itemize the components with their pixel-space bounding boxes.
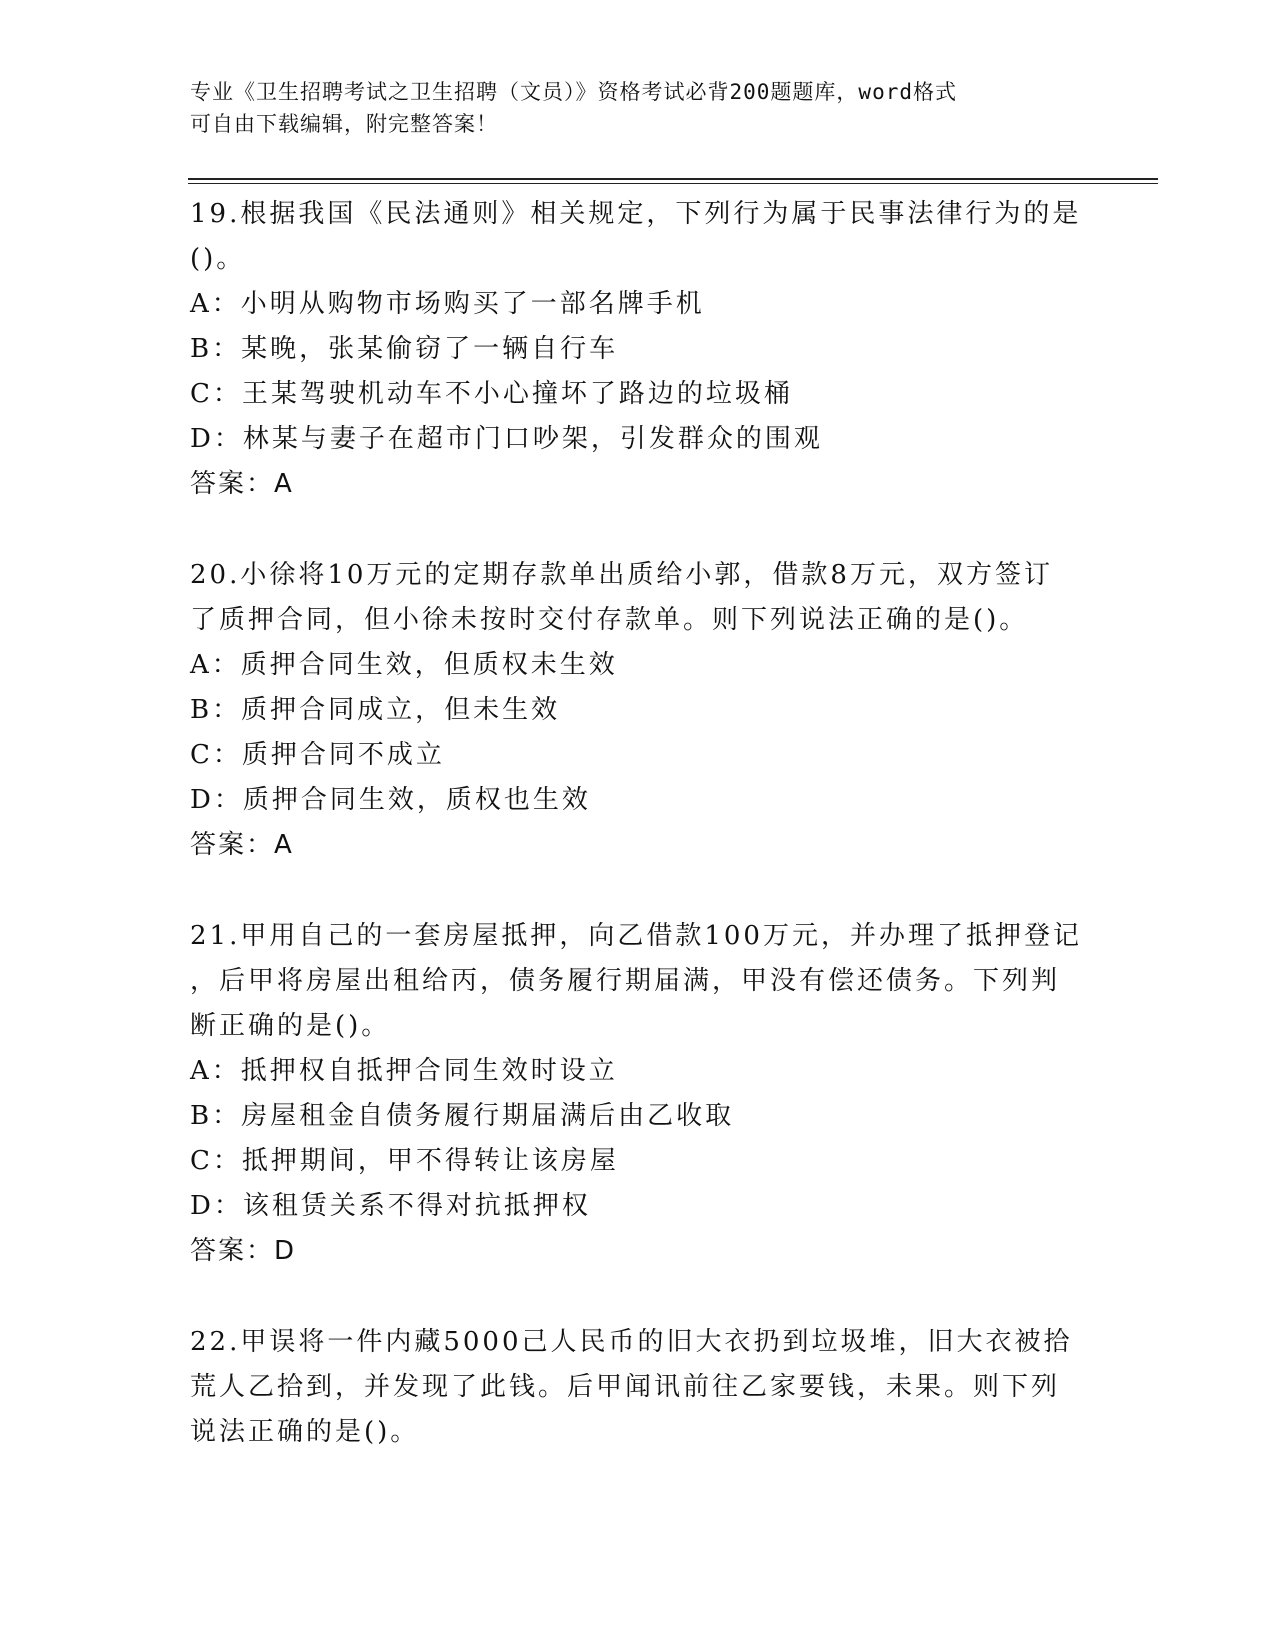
question-option: C：抵押期间，甲不得转让该房屋 <box>190 1146 619 1176</box>
question-option: B：某晚，张某偷窃了一辆自行车 <box>190 334 619 364</box>
question-stem-line: 20.小徐将10万元的定期存款单出质给小郭，借款8万元，双方签订 <box>190 560 1053 590</box>
question-option: A：抵押权自抵押合同生效时设立 <box>190 1056 618 1086</box>
question-option: D：该租赁关系不得对抗抵押权 <box>190 1191 591 1221</box>
question-answer: 答案：D <box>190 1236 297 1266</box>
question-option: A：质押合同生效，但质权未生效 <box>190 650 618 680</box>
question-block <box>190 914 1090 1274</box>
header-divider-thin <box>188 183 1158 184</box>
question-option: B：质押合同成立，但未生效 <box>190 695 561 725</box>
question-list <box>190 192 1090 1501</box>
question-stem-line: 21.甲用自己的一套房屋抵押，向乙借款100万元，并办理了抵押登记 <box>190 921 1082 951</box>
question-block <box>190 1320 1090 1455</box>
question-block <box>190 553 1090 868</box>
question-stem-line: 说法正确的是()。 <box>190 1417 420 1447</box>
question-answer: 答案：A <box>190 469 294 499</box>
question-stem-line: 荒人乙拾到，并发现了此钱。后甲闻讯前往乙家要钱，未果。则下列 <box>190 1372 1061 1402</box>
question-option: D：质押合同生效，质权也生效 <box>190 785 591 815</box>
header-divider-thick <box>188 178 1158 180</box>
question-stem-line: 19.根据我国《民法通则》相关规定，下列行为属于民事法律行为的是 <box>190 199 1082 229</box>
question-stem-line: ()。 <box>190 244 246 274</box>
question-stem-line: 22.甲误将一件内藏5000己人民币的旧大衣扔到垃圾堆，旧大衣被拾 <box>190 1327 1073 1357</box>
question-option: B：房屋租金自债务履行期届满后由乙收取 <box>190 1101 735 1131</box>
question-option: D：林某与妻子在超市门口吵架，引发群众的围观 <box>190 424 823 454</box>
header-line-1: 专业《卫生招聘考试之卫生招聘（文员）》资格考试必背200题题库，word格式 <box>190 80 957 104</box>
question-block <box>190 192 1090 507</box>
question-stem-line: 了质押合同，但小徐未按时交付存款单。则下列说法正确的是()。 <box>190 605 1029 635</box>
question-option: A：小明从购物市场购买了一部名牌手机 <box>190 289 705 319</box>
document-header <box>190 76 1090 140</box>
question-option: C：王某驾驶机动车不小心撞坏了路边的垃圾桶 <box>190 379 793 409</box>
question-option: C：质押合同不成立 <box>190 740 445 770</box>
question-stem-line: ，后甲将房屋出租给丙，债务履行期届满，甲没有偿还债务。下列判 <box>190 966 1061 996</box>
header-line-2: 可自由下载编辑，附完整答案！ <box>190 112 498 136</box>
question-stem-line: 断正确的是()。 <box>190 1011 391 1041</box>
question-answer: 答案：A <box>190 830 294 860</box>
